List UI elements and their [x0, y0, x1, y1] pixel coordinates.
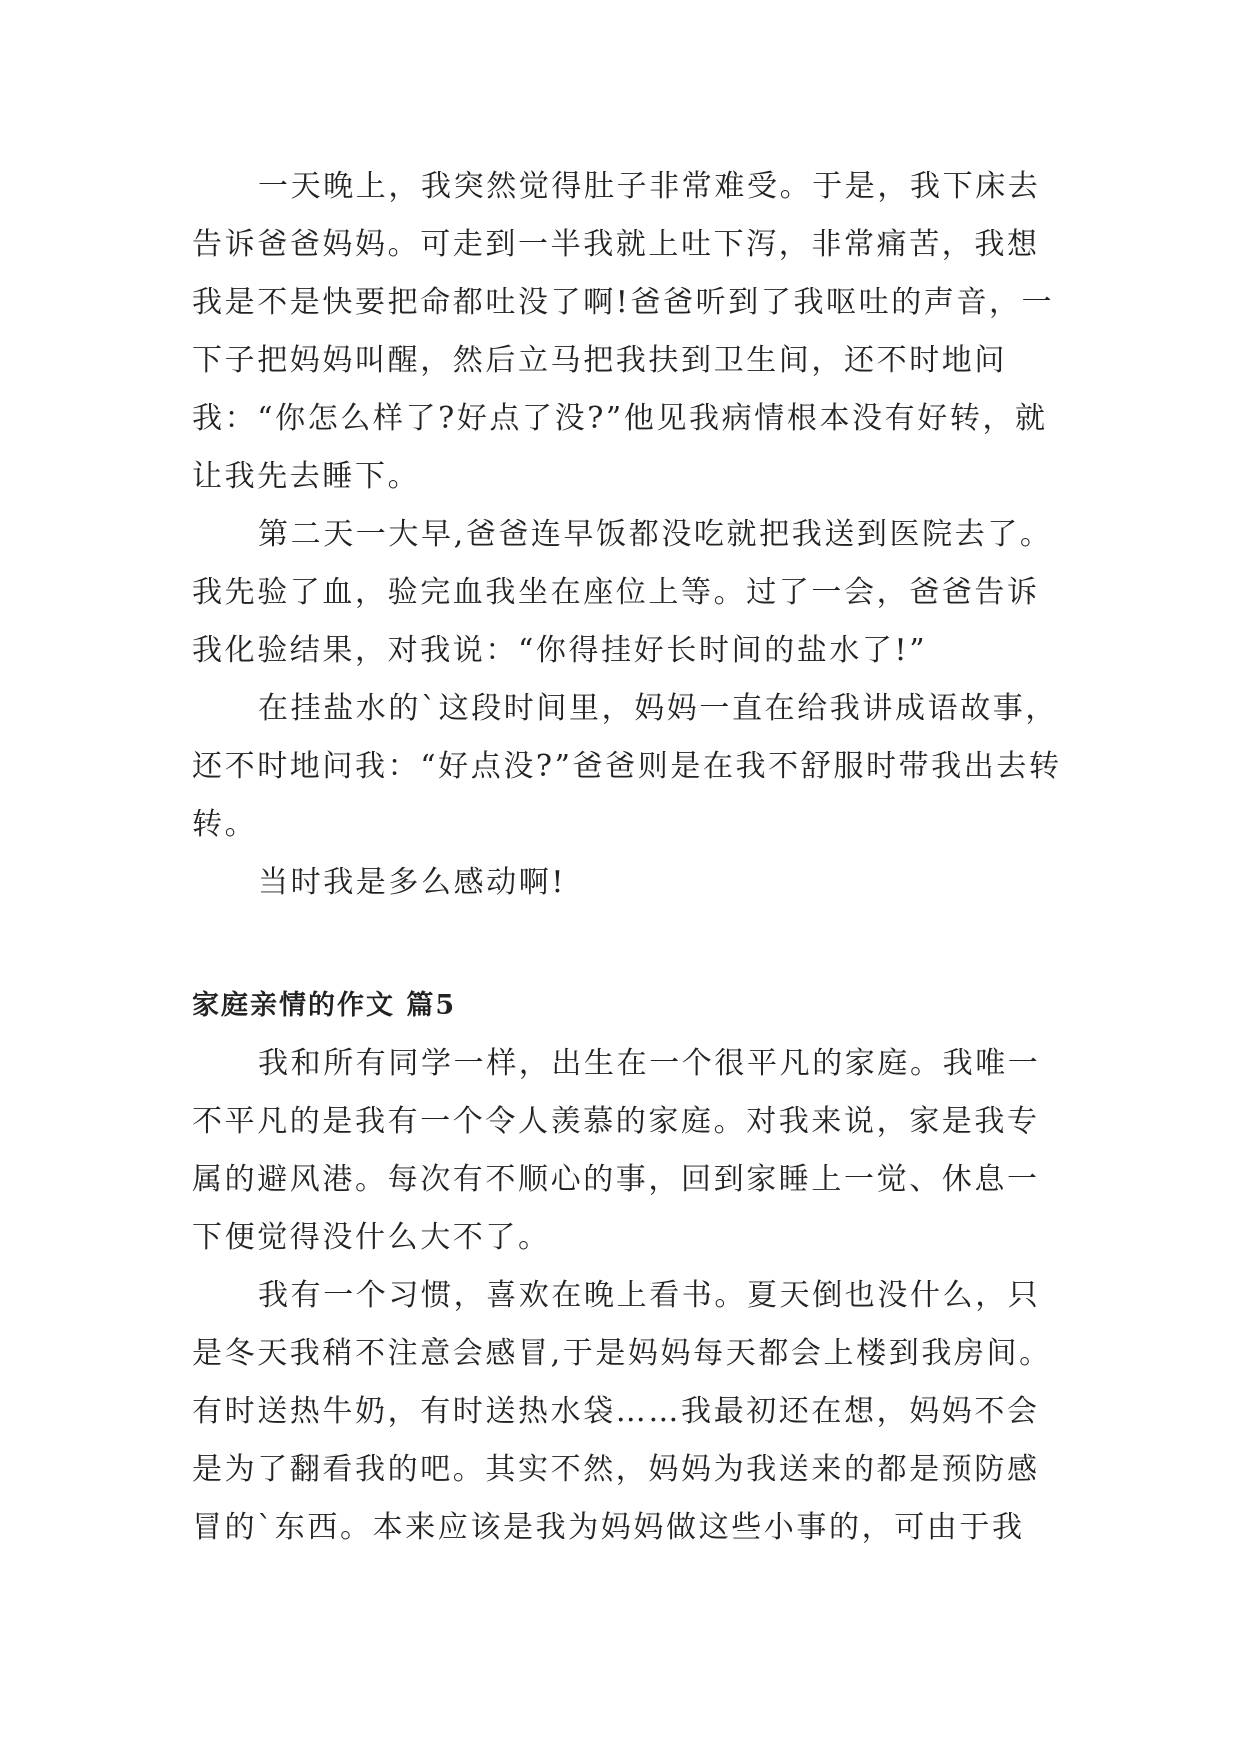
paragraph-moved: 当时我是多么感动啊!: [258, 865, 567, 900]
paragraph-hospital: 第二天一大早,爸爸连早饭都没吃就把我送到医院去了。我先验了血，验完血我坐在座位上等。过了一会，爸爸告诉我化验结果，对我说：“你得挂好长时间的盐水了!”: [192, 517, 1053, 668]
paragraph-ordinary-family: 我和所有同学一样，出生在一个很平凡的家庭。我唯一不平凡的是我有一个令人羡慕的家庭。对我来说，家是我专属的避风港。每次有不顺心的事，回到家睡上一觉、休息一下便觉得没什么大不了。: [192, 1046, 1041, 1255]
paragraph-reading-habit: 我有一个习惯，喜欢在晚上看书。夏天倒也没什么，只是冬天我稍不注意会感冒,于是妈妈每天都会上楼到我房间。有时送热牛奶，有时送热水袋……我最初还在想，妈妈不会是为了翻看我的吧。其实不然，妈妈为我送来的都是预防感冒的`东西。本来应该是我为妈妈做这些小事的，可由于我: [192, 1278, 1052, 1545]
paragraph-sick-night: 一天晚上，我突然觉得肚子非常难受。于是，我下床去告诉爸爸妈妈。可走到一半我就上吐下泻，非常痛苦，我想我是不是快要把命都吐没了啊!爸爸听到了我呕吐的声音，一下子把妈妈叫醒，然后立马把我扶到卫生间，还不时地问我：“你怎么样了?好点了没?”他见我病情根本没有好转，就让我先去睡下。: [192, 169, 1055, 494]
document-body: [192, 158, 1062, 1557]
essay-heading: 家庭亲情的作文 篇5: [192, 990, 457, 1021]
paragraph-saline: 在挂盐水的`这段时间里，妈妈一直在给我讲成语故事，还不时地问我：“好点没?”爸爸则是在我不舒服时带我出去转转。: [192, 691, 1062, 842]
